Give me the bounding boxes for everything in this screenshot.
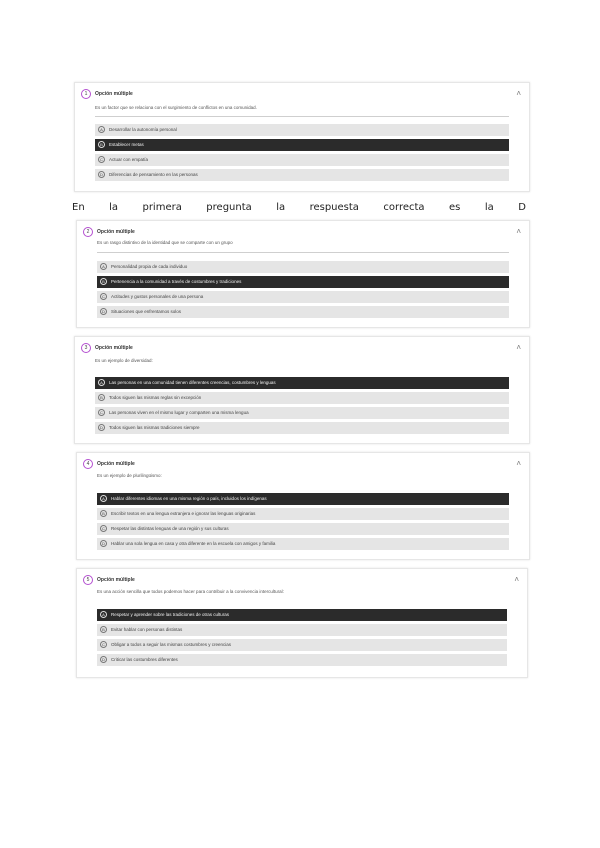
question-type-label: Opción múltiple — [95, 345, 133, 351]
option-text: Evitar hablar con personas distintas — [111, 627, 183, 632]
card-header[interactable] — [81, 343, 523, 357]
option-letter-badge: B — [100, 510, 107, 517]
answer-option[interactable] — [97, 508, 509, 520]
answer-option[interactable] — [97, 276, 509, 288]
option-text: Situaciones que enfrentamos solos — [111, 309, 182, 314]
option-text: Obligar a todos a seguir las mismas costumbres y creencias — [111, 642, 232, 647]
question-type-label: Opción múltiple — [97, 461, 135, 467]
answer-option[interactable] — [95, 407, 509, 419]
option-text: Respetar y aprender sobre las tradiciones de otras culturas — [111, 612, 230, 617]
question-prompt: Es un factor que se relaciona con el surgimiento de conflictos en una comunidad. — [95, 105, 257, 110]
option-letter-badge: A — [98, 126, 105, 133]
option-text: Actitudes y gustos personales de una persona — [111, 294, 204, 299]
answer-option[interactable] — [95, 377, 509, 389]
question-type-label: Opción múltiple — [95, 91, 133, 97]
option-letter-badge: C — [100, 641, 107, 648]
question-card — [76, 568, 528, 678]
chevron-up-icon[interactable]: ˄ — [516, 89, 521, 98]
answer-sentence — [72, 202, 526, 213]
option-text: Las personas en una comunidad tienen diferentes creencias, costumbres y lenguas — [109, 380, 276, 385]
question-card — [74, 336, 530, 444]
answer-option[interactable] — [97, 654, 507, 666]
option-text: Personalidad propia de cada individuo — [111, 264, 188, 269]
sentence-word: la — [276, 202, 286, 213]
option-text: Diferencias de pensamiento en las personas — [109, 172, 198, 177]
option-text: Desarrollar la autonomía personal — [109, 127, 177, 132]
option-text: Hablar una sola lengua en casa y otra diferente en la escuela con amigos y familia — [111, 541, 276, 546]
sentence-word: primera — [142, 202, 182, 213]
question-prompt: Es un ejemplo de diversidad: — [95, 358, 153, 363]
answer-option[interactable] — [97, 609, 507, 621]
option-text: Todos siguen las mismas reglas sin excepción — [109, 395, 202, 400]
option-letter-badge: A — [100, 611, 107, 618]
card-header[interactable] — [83, 575, 521, 589]
option-text: Pertenencia a la comunidad a través de costumbres y tradiciones — [111, 279, 242, 284]
card-header[interactable] — [83, 459, 523, 473]
answer-option[interactable] — [95, 139, 509, 151]
chevron-up-icon[interactable]: ˄ — [516, 227, 521, 236]
option-letter-badge: D — [98, 424, 105, 431]
answer-option[interactable] — [95, 124, 509, 136]
question-prompt: Es una acción sencilla que todos podemos hacer para contribuir a la convivencia intercultural: — [97, 589, 284, 594]
answer-option[interactable] — [97, 261, 509, 273]
option-letter-badge: D — [100, 308, 107, 315]
question-card — [74, 82, 530, 192]
option-text: Establecer metas — [109, 142, 144, 147]
question-type-label: Opción múltiple — [97, 577, 135, 583]
option-letter-badge: C — [100, 525, 107, 532]
question-number-badge: 3 — [81, 343, 91, 353]
option-letter-badge: B — [100, 278, 107, 285]
option-letter-badge: B — [98, 394, 105, 401]
answer-option[interactable] — [97, 639, 507, 651]
chevron-up-icon[interactable]: ˄ — [516, 459, 521, 468]
chevron-up-icon[interactable]: ˄ — [516, 343, 521, 352]
question-number-badge: 5 — [83, 575, 93, 585]
answer-option[interactable] — [95, 169, 509, 181]
answer-option[interactable] — [95, 392, 509, 404]
sentence-word: es — [449, 202, 461, 213]
answer-option[interactable] — [95, 422, 509, 434]
option-text: Todos siguen las mismas tradiciones siempre — [109, 425, 200, 430]
option-text: Actuar con empatía — [109, 157, 149, 162]
option-letter-badge: B — [98, 141, 105, 148]
question-card — [76, 220, 530, 328]
option-letter-badge: A — [100, 495, 107, 502]
option-letter-badge: D — [100, 656, 107, 663]
sentence-word: la — [484, 202, 494, 213]
divider — [97, 252, 509, 253]
sentence-word: En — [72, 202, 85, 213]
option-text: Hablar diferentes idiomas en una misma región o país, incluidos los indígenas — [111, 496, 267, 501]
sentence-word: la — [109, 202, 119, 213]
option-letter-badge: C — [98, 409, 105, 416]
sentence-word: respuesta — [309, 202, 359, 213]
option-letter-badge: D — [98, 171, 105, 178]
answer-option[interactable] — [95, 154, 509, 166]
question-prompt: Es un ejemplo de plurilingüismo: — [97, 473, 162, 478]
answer-option[interactable] — [97, 291, 509, 303]
question-number-badge: 4 — [83, 459, 93, 469]
sentence-word: pregunta — [206, 202, 252, 213]
answer-option[interactable] — [97, 624, 507, 636]
option-letter-badge: A — [98, 379, 105, 386]
option-text: Escribir textos en una lengua extranjera e ignorar las lenguas originarias — [111, 511, 256, 516]
sentence-word: correcta — [383, 202, 425, 213]
option-letter-badge: D — [100, 540, 107, 547]
divider — [95, 116, 509, 117]
card-header[interactable] — [83, 227, 523, 241]
option-letter-badge: C — [100, 293, 107, 300]
option-letter-badge: B — [100, 626, 107, 633]
answer-option[interactable] — [97, 538, 509, 550]
card-header[interactable] — [81, 89, 523, 103]
answer-option[interactable] — [97, 493, 509, 505]
answer-option[interactable] — [97, 523, 509, 535]
option-letter-badge: C — [98, 156, 105, 163]
answer-option[interactable] — [97, 306, 509, 318]
option-letter-badge: A — [100, 263, 107, 270]
option-text: Las personas viven en el mismo lugar y comparten una misma lengua — [109, 410, 249, 415]
sentence-word: D — [518, 202, 526, 213]
question-prompt: Es un rasgo distintivo de la identidad que se comparte con un grupo — [97, 240, 233, 245]
question-type-label: Opción múltiple — [97, 229, 135, 235]
question-card — [76, 452, 530, 560]
option-text: Respetar las distintas lenguas de una región y sus culturas — [111, 526, 229, 531]
question-number-badge: 1 — [81, 89, 91, 99]
option-text: Criticar las costumbres diferentes — [111, 657, 178, 662]
chevron-up-icon[interactable]: ˄ — [514, 575, 519, 584]
question-number-badge: 2 — [83, 227, 93, 237]
